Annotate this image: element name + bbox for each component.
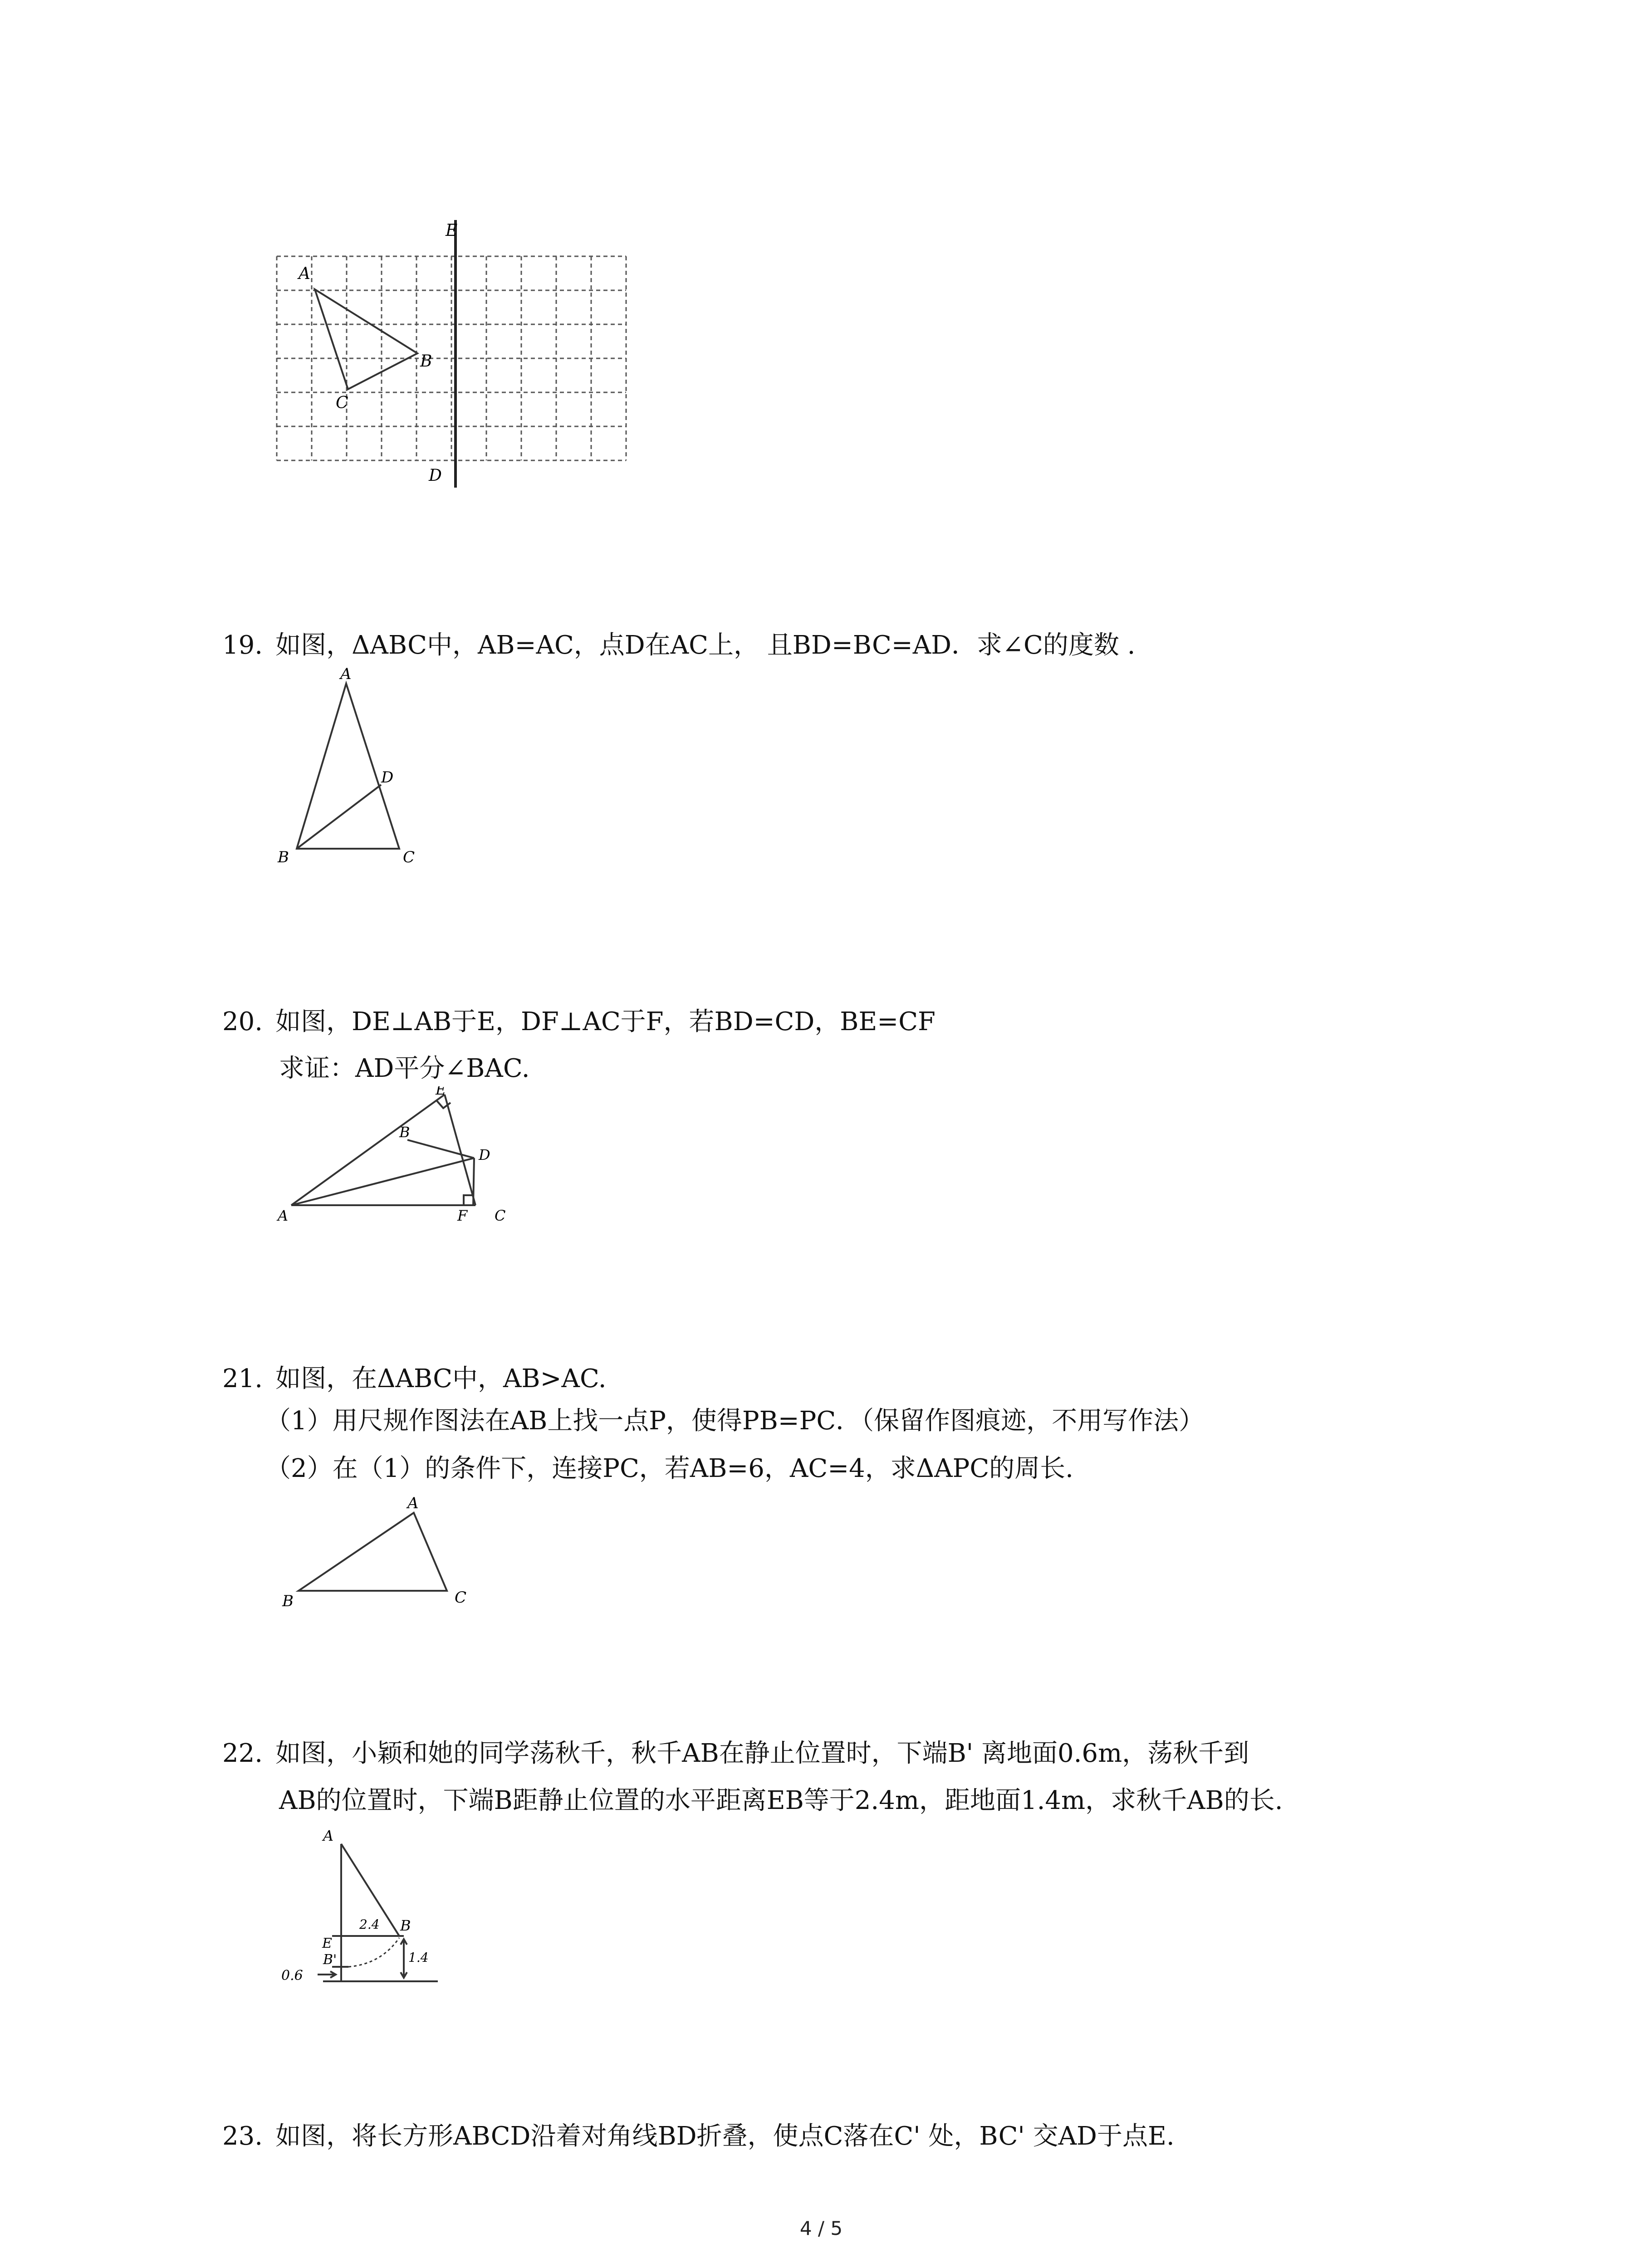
label-B: B xyxy=(420,352,432,371)
question-text: AB的位置时，下端B距静止位置的水平距离EB等于2.4m，距地面1.4m，求秋千AB的长. xyxy=(279,1786,1283,1815)
question-text: 如图，DE⊥AB于E，DF⊥AC于F，若BD=CD，BE=CF xyxy=(275,1007,936,1036)
page-number: 4 / 5 xyxy=(799,2217,843,2239)
label-B: B xyxy=(282,1592,294,1610)
label-A: A xyxy=(278,1207,289,1224)
label-B: B xyxy=(399,1124,410,1141)
question-number: 21. xyxy=(222,1364,263,1393)
question-text: 如图，在ΔABC中，AB>AC. xyxy=(275,1364,607,1393)
question-number: 23. xyxy=(222,2121,263,2151)
label-E: E xyxy=(446,221,458,240)
swing-figure-q22 xyxy=(272,1819,454,2000)
question-number: 19. xyxy=(222,631,263,660)
label-E: E xyxy=(436,1086,446,1098)
label-C: C xyxy=(495,1207,506,1224)
label-A: A xyxy=(340,665,352,683)
label-ground-distance: 0.6 xyxy=(281,1968,303,1984)
question-number: 20. xyxy=(222,1007,263,1036)
label-eb-length: 2.4 xyxy=(359,1917,380,1932)
question-number: 22. xyxy=(222,1739,263,1768)
question-23 xyxy=(222,2121,1175,2151)
label-height: 1.4 xyxy=(408,1950,429,1965)
label-A: A xyxy=(299,264,310,283)
question-text: （1）用尺规作图法在AB上找一点P，使得PB=PC．（保留作图痕迹，不用写作法） xyxy=(265,1406,1205,1436)
label-B: B xyxy=(400,1917,411,1934)
triangle-abc-figure-q21 xyxy=(272,1490,481,1613)
question-text: 求证：AD平分∠BAC. xyxy=(279,1054,530,1083)
question-text: （2）在（1）的条件下，连接PC，若AB=6，AC=4，求ΔAPC的周长. xyxy=(265,1454,1073,1483)
label-A: A xyxy=(323,1827,334,1844)
question-21 xyxy=(222,1366,607,1392)
question-text: 如图，将长方形ABCD沿着对角线BD折叠，使点C落在C' 处，BC' 交AD于点E. xyxy=(275,2121,1175,2151)
label-D: D xyxy=(429,466,442,485)
label-B: B xyxy=(278,848,289,866)
triangle-abc-figure-q19 xyxy=(272,665,426,869)
question-text: 如图，ΔABC中，AB=AC，点D在AC上， 且BD=BC=AD．求∠C的度数 . xyxy=(275,631,1136,660)
label-E: E xyxy=(322,1936,332,1951)
label-C: C xyxy=(336,394,348,412)
label-D: D xyxy=(381,768,394,787)
label-C: C xyxy=(455,1589,467,1607)
question-21-part-1 xyxy=(265,1408,1204,1434)
label-F: F xyxy=(457,1207,468,1224)
grid-triangle-figure xyxy=(268,213,640,494)
label-D: D xyxy=(479,1146,490,1163)
question-19 xyxy=(222,633,1135,658)
label-C: C xyxy=(403,848,415,866)
label-A: A xyxy=(407,1494,419,1512)
question-22-line-2 xyxy=(279,1788,1283,1813)
question-22 xyxy=(222,1741,1249,1766)
question-20-line-2 xyxy=(279,1056,530,1081)
question-21-part-2 xyxy=(265,1456,1073,1481)
question-20 xyxy=(222,1009,936,1035)
bisector-figure-q20 xyxy=(272,1086,526,1227)
question-text: 如图，小颖和她的同学荡秋千，秋千AB在静止位置时，下端B' 离地面0.6m，荡秋千到 xyxy=(275,1739,1249,1768)
label-B-prime: B' xyxy=(323,1952,337,1968)
